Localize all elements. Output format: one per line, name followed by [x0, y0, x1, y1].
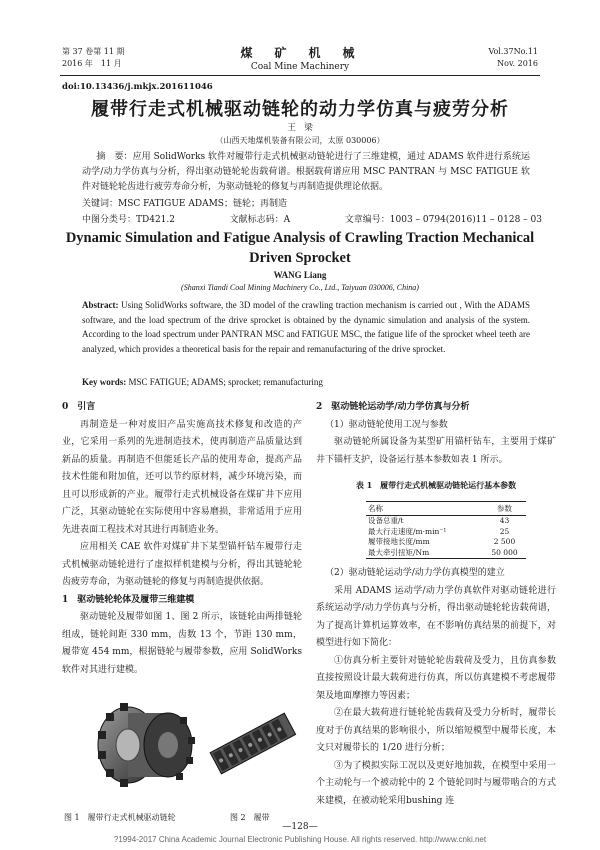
table-cell: 2 500	[493, 537, 516, 546]
affiliation-en: (Shanxi Tiandi Coal Mining Machinery Co., Ltd., Taiyuan 030006, China)	[181, 283, 419, 292]
date-en: Nov. 2016	[497, 59, 538, 68]
journal-name-en: Coal Mine Machinery	[250, 62, 350, 72]
title-en: Dynamic Simulation and Fatigue Analysis of Crawling Traction Mechanical Driven Sprocket	[65, 230, 535, 266]
paragraph: ②在最大载荷进行链轮轮齿载荷及受力分析时，履带长度对于仿真结果的影响很小，所以缩短模型中履带长度，本文只对履带长的 1/20 进行分析；	[316, 708, 556, 753]
abstract-en-text: Using SolidWorks software, the 3D model of the crawling traction mechanism is carried out , With the ADAMS software, and the load spectrum of the drive sprocket is obtained by the dynamic simulation and analysis of the system. According to the load spectrum under PANTRAN MSC and FATIGUE MSC, the fatigue life of the sprocket wheel teeth are analyzed, which provides a theoretical basis for the repair and remanufacturing of the drive sprocket.	[82, 300, 530, 354]
article-number: 文章编号：1003 – 0794(2016)11 – 0128 – 03	[344, 215, 542, 225]
author-cn: 王 梁	[287, 123, 313, 133]
section-2-heading: 2 驱动链轮运动学/动力学仿真与分析	[316, 402, 470, 412]
subsection-2-heading: （2）驱动链轮运动学/动力学仿真模型的建立	[325, 568, 505, 578]
copyright-footer: ?1994-2017 China Academic Journal Electronic Publishing House. All rights reserved. http://www.cnki.net	[113, 835, 487, 844]
clc-number: 中图分类号：TD421.2	[82, 215, 175, 225]
section-1-heading: 1 驱动链轮轮体及履带三维建模	[62, 594, 195, 605]
paragraph: 再制造是一种对废旧产品实施高技术修复和改造的产业，它采用一系列的先进制造技术，使再制造产品质量达到新品的质量。再制造不但能延长产品的使用寿命，提高产品技术性能和附加值，还可以节约原材料，减少环境污染，而且可以形成新的产业。履带行走式机械设备在煤矿井下应用广泛，其驱动链轮在实际使用中容易磨损，非常适用于应用先进表面工程技术对其进行再制造业务。	[62, 419, 302, 535]
figure-2-track-image	[205, 708, 300, 780]
paragraph: 驱动链轮所属设备为某型矿用锚杆钻车，主要用于煤矿井下锚杆支护，设备运行基本参数如表 1 所示。	[316, 437, 556, 465]
keywords-en	[82, 377, 323, 387]
journal-name-cn: 煤 矿 机 械	[240, 46, 360, 60]
abstract-en	[82, 298, 530, 356]
paragraph: 采用 ADAMS 运动学/动力学仿真软件对驱动链轮进行系统运动学/动力学仿真与分析，得出驱动链轮轮齿载荷谱，为了提高计算机运算效率，在不影响仿真结果的前提下，对模型进行如下简化：	[316, 585, 556, 648]
table-cell: 25	[499, 526, 510, 536]
subsection-1-heading: （1）驱动链轮使用工况与参数	[325, 419, 448, 430]
table-cell: 最大行走速度/m·min⁻¹	[368, 526, 447, 536]
section-0-heading: 0 引言	[62, 402, 96, 412]
volume-en: Vol.37No.11	[488, 47, 538, 56]
document-code: 文献标志码：A	[229, 215, 291, 225]
figure-1-caption: 图 1 履带行走式机械驱动链轮	[64, 813, 176, 822]
figure-1-sprocket-image	[88, 693, 198, 793]
paragraph: 驱动链轮及履带如图 1、图 2 所示，该链轮由两排链轮组成，链轮间距 330 mm，齿数 13 个，节距 130 mm，履带宽 454 mm，根据链轮与履带参数，应用 SolidWorks 软件对其进行建模。	[62, 612, 302, 675]
abstract-en-label: Abstract:	[82, 300, 119, 310]
journal-issue-cn	[62, 46, 125, 70]
table-cell: 最大牵引扭矩/Nm	[366, 548, 483, 559]
table-header-value: 参数	[483, 502, 526, 516]
page-number: —128—	[282, 822, 318, 832]
keywords-cn: 关键词：MSC FATIGUE ADAMS；链轮；再制造	[82, 199, 287, 209]
affiliation-cn: （山西天地煤机装备有限公司，太原 030006）	[215, 136, 385, 145]
table-row	[366, 516, 526, 527]
table-cell: 设备总重/t	[368, 516, 404, 525]
paragraph: ①仿真分析主要针对链轮轮齿载荷及受力，且仿真参数直接按照设计最大载荷进行仿真，所以仿真建模不考虑履带架及地面摩擦力等因素；	[316, 655, 556, 701]
date-cn: 2016 年 11 月	[62, 59, 122, 68]
journal-issue-en	[488, 46, 538, 70]
keywords-en-text: MSC FATIGUE; ADAMS; sprocket; remanufacturing	[126, 377, 323, 387]
table-header-row	[366, 502, 526, 516]
figure-2-caption: 图 2 履带	[230, 813, 270, 822]
right-column-top	[316, 399, 556, 469]
table-row	[366, 527, 526, 538]
paragraph: 应用相关 CAE 软件对煤矿井下某型锚杆钻车履带行走式机械驱动链轮进行了虚拟样机建模与分析，得出其链轮轮齿疲劳寿命，为驱动链轮的修复与再制造提供依据。	[62, 542, 302, 587]
keywords-en-label: Key words:	[82, 377, 127, 387]
table-row	[366, 537, 526, 548]
table-1-parameters	[366, 501, 526, 559]
table-cell: 履带接地长度/mm	[368, 537, 430, 546]
volume-cn: 第 37 卷第 11 期	[62, 47, 125, 56]
table-header-name: 名称	[366, 502, 483, 516]
table-1-caption: 表 1 履带行走式机械驱动链轮运行基本参数	[355, 480, 517, 490]
journal-name	[200, 44, 400, 72]
doi: doi:10.13436/j.mkjx.201611046	[62, 82, 213, 92]
table-cell: 50 000	[483, 548, 526, 559]
table-cell: 43	[499, 516, 510, 525]
right-column-bottom	[316, 565, 556, 810]
left-column	[62, 399, 302, 679]
header-rule	[60, 75, 540, 76]
title-cn: 履带行走式机械驱动链轮的动力学仿真与疲劳分析	[91, 99, 509, 120]
author-en: WANG Liang	[273, 270, 327, 280]
classification-cn	[82, 212, 542, 225]
table-row	[366, 548, 526, 559]
abstract-cn: 摘 要：应用 SolidWorks 软件对履带行走式机械驱动链轮进行了三维建模，通过 ADAMS 软件进行系统运动学/动力学仿真与分析，得出驱动链轮轮齿载荷谱。根据载荷谱应用 MSC PANTRAN 与 MSC FATIGUE 软件对链轮轮齿进行疲劳寿命分析，为驱动链轮的修复与再制造提供理论依据。	[82, 152, 530, 192]
paragraph: ③为了模拟实际工况以及更好地加载，在模型中采用一个主动轮与一个被动轮中的 2 个链轮同时与履带啮合的方式来建模，在被动轮采用bushing 连	[316, 760, 556, 806]
